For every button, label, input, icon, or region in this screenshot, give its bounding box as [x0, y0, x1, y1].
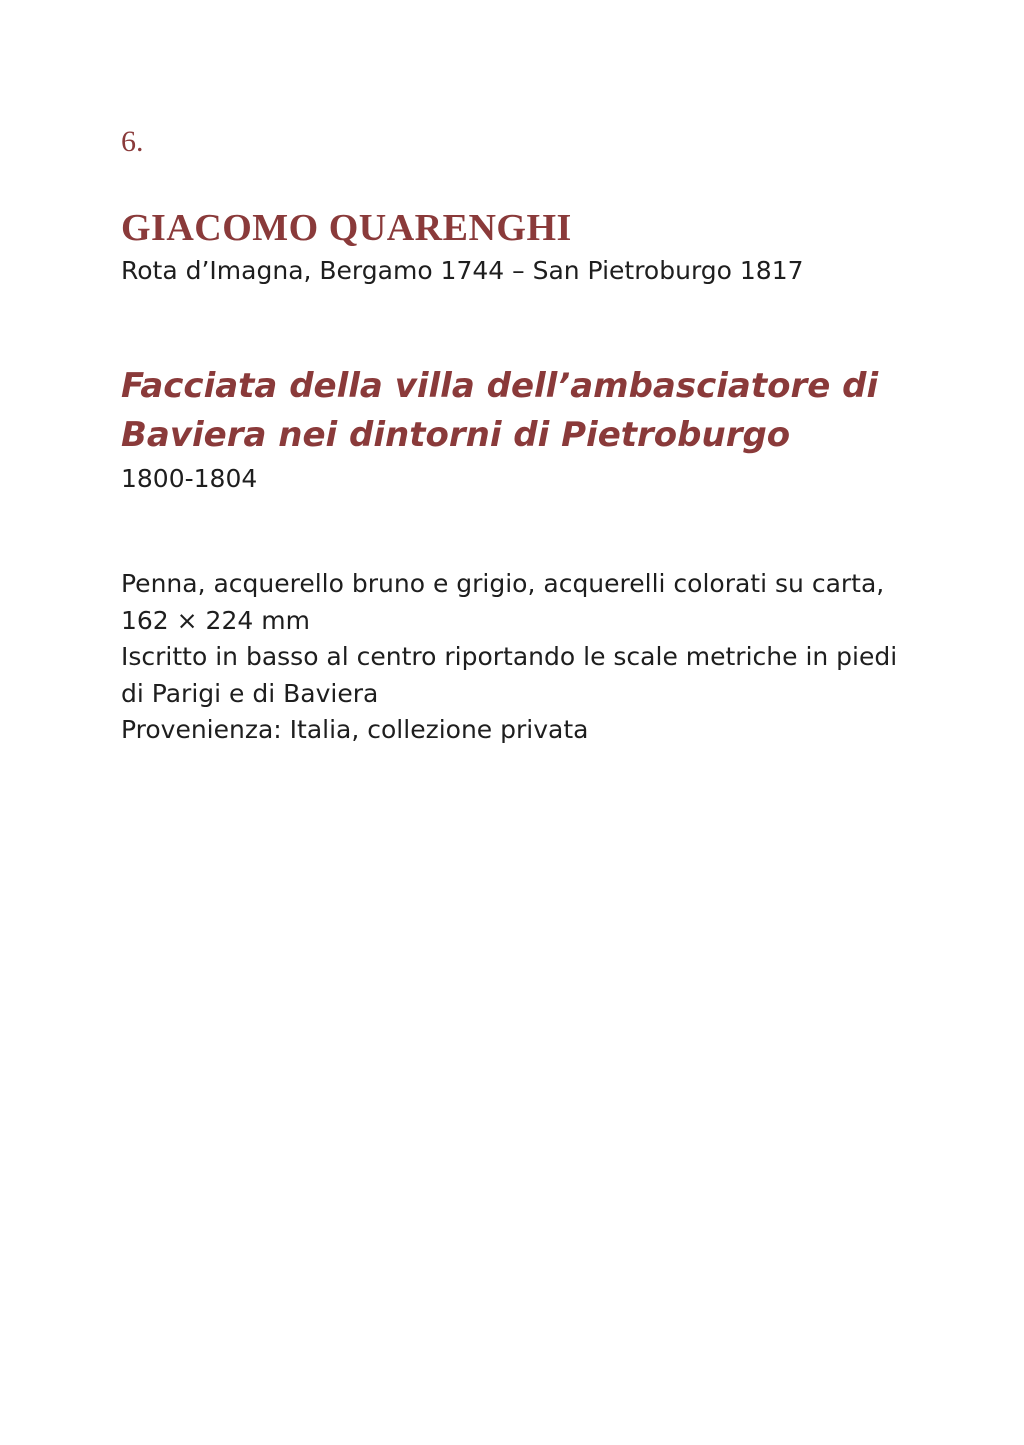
details-line: di Parigi e di Baviera — [121, 678, 379, 708]
catalog-number: 6. — [121, 125, 144, 158]
artwork-title-line: Baviera nei dintorni di Pietroburgo — [121, 415, 791, 455]
artist-dates: Rota d’Imagna, Bergamo 1744 – San Pietroburgo 1817 — [121, 256, 804, 285]
artist-name: GIACOMO QUARENGHI — [121, 207, 572, 249]
details-line: Iscritto in basso al centro riportando le scale metriche in piedi — [121, 642, 898, 671]
details-line: Provenienza: Italia, collezione privata — [121, 715, 589, 744]
artwork-date: 1800-1804 — [121, 464, 258, 493]
artwork-title — [121, 362, 911, 460]
details-line: Penna, acquerello bruno e grigio, acquerelli colorati su carta, — [121, 569, 885, 598]
details-line: 162 × 224 mm — [121, 605, 310, 635]
artwork-title-line: Facciata della villa dell’ambasciatore di — [121, 366, 879, 406]
artwork-details — [121, 566, 897, 749]
